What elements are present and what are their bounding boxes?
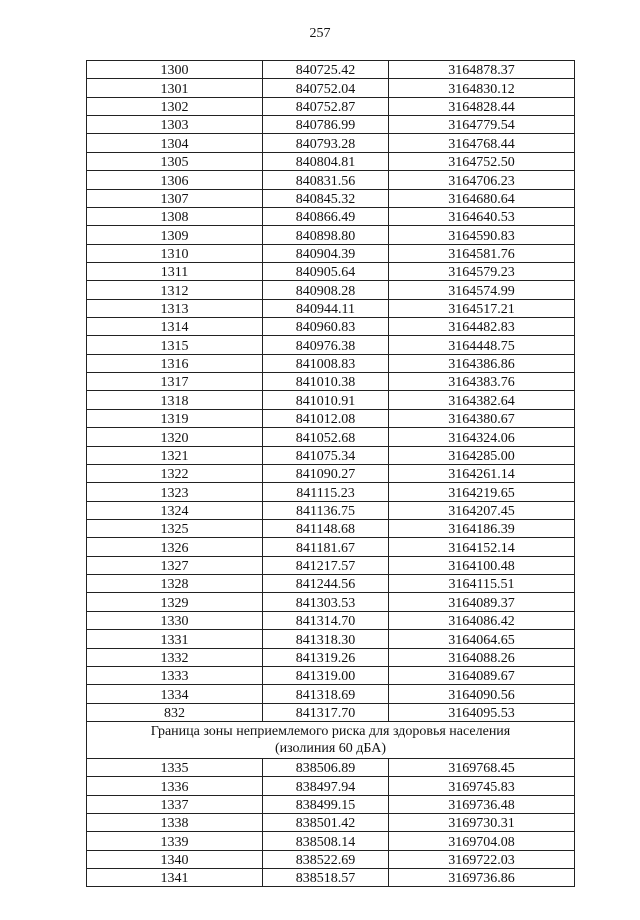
y-coordinate-cell: 3169736.86 — [389, 869, 575, 887]
y-coordinate-cell: 3164581.76 — [389, 244, 575, 262]
y-coordinate-cell: 3169730.31 — [389, 814, 575, 832]
x-coordinate-cell: 838506.89 — [263, 758, 389, 776]
x-coordinate-cell: 838497.94 — [263, 777, 389, 795]
point-number-cell: 1338 — [87, 814, 263, 832]
coordinates-table-section — [87, 721, 575, 758]
point-number-cell: 1341 — [87, 869, 263, 887]
y-coordinate-cell: 3164090.56 — [389, 685, 575, 703]
point-number-cell: 1328 — [87, 575, 263, 593]
x-coordinate-cell: 841090.27 — [263, 464, 389, 482]
point-number-cell: 1335 — [87, 758, 263, 776]
point-number-cell: 1330 — [87, 611, 263, 629]
point-number-cell: 1313 — [87, 299, 263, 317]
x-coordinate-cell: 841217.57 — [263, 556, 389, 574]
y-coordinate-cell: 3164095.53 — [389, 703, 575, 721]
y-coordinate-cell: 3164768.44 — [389, 134, 575, 152]
coordinates-table-body-lower — [87, 758, 575, 887]
y-coordinate-cell: 3164115.51 — [389, 575, 575, 593]
y-coordinate-cell: 3164878.37 — [389, 61, 575, 79]
y-coordinate-cell: 3164324.06 — [389, 428, 575, 446]
y-coordinate-cell: 3164482.83 — [389, 318, 575, 336]
point-number-cell: 1324 — [87, 501, 263, 519]
y-coordinate-cell: 3164574.99 — [389, 281, 575, 299]
table-row — [87, 189, 575, 207]
point-number-cell: 1300 — [87, 61, 263, 79]
table-row — [87, 685, 575, 703]
y-coordinate-cell: 3164382.64 — [389, 391, 575, 409]
y-coordinate-cell: 3164380.67 — [389, 409, 575, 427]
y-coordinate-cell: 3164640.53 — [389, 207, 575, 225]
page-number: 257 — [309, 26, 331, 41]
table-row — [87, 648, 575, 666]
y-coordinate-cell: 3164207.45 — [389, 501, 575, 519]
y-coordinate-cell: 3164086.42 — [389, 611, 575, 629]
table-row — [87, 171, 575, 189]
x-coordinate-cell: 841075.34 — [263, 446, 389, 464]
x-coordinate-cell: 840725.42 — [263, 61, 389, 79]
table-row — [87, 79, 575, 97]
table-row — [87, 373, 575, 391]
point-number-cell: 1303 — [87, 116, 263, 134]
table-row — [87, 538, 575, 556]
y-coordinate-cell: 3164706.23 — [389, 171, 575, 189]
point-number-cell: 1301 — [87, 79, 263, 97]
x-coordinate-cell: 840908.28 — [263, 281, 389, 299]
point-number-cell: 1315 — [87, 336, 263, 354]
point-number-cell: 1332 — [87, 648, 263, 666]
point-number-cell: 1321 — [87, 446, 263, 464]
y-coordinate-cell: 3164383.76 — [389, 373, 575, 391]
x-coordinate-cell: 840905.64 — [263, 262, 389, 280]
y-coordinate-cell: 3164219.65 — [389, 483, 575, 501]
table-row — [87, 262, 575, 280]
y-coordinate-cell: 3164100.48 — [389, 556, 575, 574]
table-row — [87, 556, 575, 574]
table-row — [87, 519, 575, 537]
table-row — [87, 850, 575, 868]
table-row — [87, 630, 575, 648]
y-coordinate-cell: 3164830.12 — [389, 79, 575, 97]
x-coordinate-cell: 840804.81 — [263, 152, 389, 170]
point-number-cell: 1331 — [87, 630, 263, 648]
table-row — [87, 354, 575, 372]
x-coordinate-cell: 840752.04 — [263, 79, 389, 97]
x-coordinate-cell: 841052.68 — [263, 428, 389, 446]
point-number-cell: 1334 — [87, 685, 263, 703]
y-coordinate-cell: 3164089.37 — [389, 593, 575, 611]
x-coordinate-cell: 840904.39 — [263, 244, 389, 262]
x-coordinate-cell: 838518.57 — [263, 869, 389, 887]
y-coordinate-cell: 3169768.45 — [389, 758, 575, 776]
coordinates-table-body-upper — [87, 61, 575, 722]
x-coordinate-cell: 841319.00 — [263, 666, 389, 684]
point-number-cell: 1339 — [87, 832, 263, 850]
x-coordinate-cell: 841318.69 — [263, 685, 389, 703]
x-coordinate-cell: 840866.49 — [263, 207, 389, 225]
table-row — [87, 446, 575, 464]
point-number-cell: 1311 — [87, 262, 263, 280]
y-coordinate-cell: 3169736.48 — [389, 795, 575, 813]
x-coordinate-cell: 840898.80 — [263, 226, 389, 244]
x-coordinate-cell: 841181.67 — [263, 538, 389, 556]
x-coordinate-cell: 841318.30 — [263, 630, 389, 648]
point-number-cell: 1329 — [87, 593, 263, 611]
table-row — [87, 244, 575, 262]
table-row — [87, 666, 575, 684]
point-number-cell: 1312 — [87, 281, 263, 299]
table-row — [87, 336, 575, 354]
point-number-cell: 1319 — [87, 409, 263, 427]
table-row — [87, 777, 575, 795]
point-number-cell: 1308 — [87, 207, 263, 225]
x-coordinate-cell: 841303.53 — [263, 593, 389, 611]
table-row — [87, 409, 575, 427]
x-coordinate-cell: 841008.83 — [263, 354, 389, 372]
table-row — [87, 116, 575, 134]
y-coordinate-cell: 3164579.23 — [389, 262, 575, 280]
x-coordinate-cell: 840845.32 — [263, 189, 389, 207]
table-row — [87, 226, 575, 244]
point-number-cell: 1323 — [87, 483, 263, 501]
table-row — [87, 593, 575, 611]
y-coordinate-cell: 3164448.75 — [389, 336, 575, 354]
x-coordinate-cell: 840960.83 — [263, 318, 389, 336]
point-number-cell: 1305 — [87, 152, 263, 170]
point-number-cell: 1320 — [87, 428, 263, 446]
table-row — [87, 391, 575, 409]
y-coordinate-cell: 3164088.26 — [389, 648, 575, 666]
point-number-cell: 1340 — [87, 850, 263, 868]
x-coordinate-cell: 841148.68 — [263, 519, 389, 537]
table-row — [87, 869, 575, 887]
y-coordinate-cell: 3169704.08 — [389, 832, 575, 850]
table-row — [87, 814, 575, 832]
point-number-cell: 1337 — [87, 795, 263, 813]
x-coordinate-cell: 838501.42 — [263, 814, 389, 832]
x-coordinate-cell: 838508.14 — [263, 832, 389, 850]
section-heading-line-1: Граница зоны неприемлемого риска для здоровья населения — [150, 723, 511, 739]
table-row — [87, 281, 575, 299]
coordinates-table — [86, 60, 575, 887]
x-coordinate-cell: 840976.38 — [263, 336, 389, 354]
x-coordinate-cell: 841010.38 — [263, 373, 389, 391]
section-heading-cell — [87, 721, 575, 758]
table-row — [87, 152, 575, 170]
x-coordinate-cell: 841136.75 — [263, 501, 389, 519]
y-coordinate-cell: 3164386.86 — [389, 354, 575, 372]
table-row — [87, 575, 575, 593]
table-row — [87, 299, 575, 317]
table-row — [87, 428, 575, 446]
point-number-cell: 1322 — [87, 464, 263, 482]
x-coordinate-cell: 841244.56 — [263, 575, 389, 593]
point-number-cell: 1306 — [87, 171, 263, 189]
point-number-cell: 1314 — [87, 318, 263, 336]
x-coordinate-cell: 841317.70 — [263, 703, 389, 721]
point-number-cell: 1333 — [87, 666, 263, 684]
table-row — [87, 134, 575, 152]
x-coordinate-cell: 840831.56 — [263, 171, 389, 189]
point-number-cell: 1310 — [87, 244, 263, 262]
y-coordinate-cell: 3164152.14 — [389, 538, 575, 556]
x-coordinate-cell: 841012.08 — [263, 409, 389, 427]
x-coordinate-cell: 838522.69 — [263, 850, 389, 868]
x-coordinate-cell: 840752.87 — [263, 97, 389, 115]
x-coordinate-cell: 841115.23 — [263, 483, 389, 501]
x-coordinate-cell: 840944.11 — [263, 299, 389, 317]
point-number-cell: 1302 — [87, 97, 263, 115]
y-coordinate-cell: 3164285.00 — [389, 446, 575, 464]
y-coordinate-cell: 3164752.50 — [389, 152, 575, 170]
table-row — [87, 483, 575, 501]
table-row — [87, 703, 575, 721]
x-coordinate-cell: 841319.26 — [263, 648, 389, 666]
section-heading-row — [87, 721, 575, 758]
point-number-cell: 1309 — [87, 226, 263, 244]
table-row — [87, 207, 575, 225]
table-row — [87, 464, 575, 482]
y-coordinate-cell: 3164828.44 — [389, 97, 575, 115]
y-coordinate-cell: 3164590.83 — [389, 226, 575, 244]
table-row — [87, 97, 575, 115]
y-coordinate-cell: 3164089.67 — [389, 666, 575, 684]
table-row — [87, 832, 575, 850]
section-heading-line-2: (изолиния 60 дБА) — [274, 740, 387, 756]
point-number-cell: 832 — [87, 703, 263, 721]
point-number-cell: 1327 — [87, 556, 263, 574]
point-number-cell: 1325 — [87, 519, 263, 537]
point-number-cell: 1307 — [87, 189, 263, 207]
y-coordinate-cell: 3164261.14 — [389, 464, 575, 482]
point-number-cell: 1326 — [87, 538, 263, 556]
table-row — [87, 795, 575, 813]
y-coordinate-cell: 3169745.83 — [389, 777, 575, 795]
y-coordinate-cell: 3164186.39 — [389, 519, 575, 537]
point-number-cell: 1317 — [87, 373, 263, 391]
y-coordinate-cell: 3164517.21 — [389, 299, 575, 317]
point-number-cell: 1316 — [87, 354, 263, 372]
table-row — [87, 61, 575, 79]
y-coordinate-cell: 3164779.54 — [389, 116, 575, 134]
x-coordinate-cell: 841314.70 — [263, 611, 389, 629]
table-row — [87, 318, 575, 336]
point-number-cell: 1304 — [87, 134, 263, 152]
point-number-cell: 1318 — [87, 391, 263, 409]
x-coordinate-cell: 840793.28 — [263, 134, 389, 152]
y-coordinate-cell: 3169722.03 — [389, 850, 575, 868]
table-row — [87, 501, 575, 519]
y-coordinate-cell: 3164064.65 — [389, 630, 575, 648]
table-row — [87, 611, 575, 629]
y-coordinate-cell: 3164680.64 — [389, 189, 575, 207]
x-coordinate-cell: 840786.99 — [263, 116, 389, 134]
table-row — [87, 758, 575, 776]
point-number-cell: 1336 — [87, 777, 263, 795]
x-coordinate-cell: 841010.91 — [263, 391, 389, 409]
x-coordinate-cell: 838499.15 — [263, 795, 389, 813]
